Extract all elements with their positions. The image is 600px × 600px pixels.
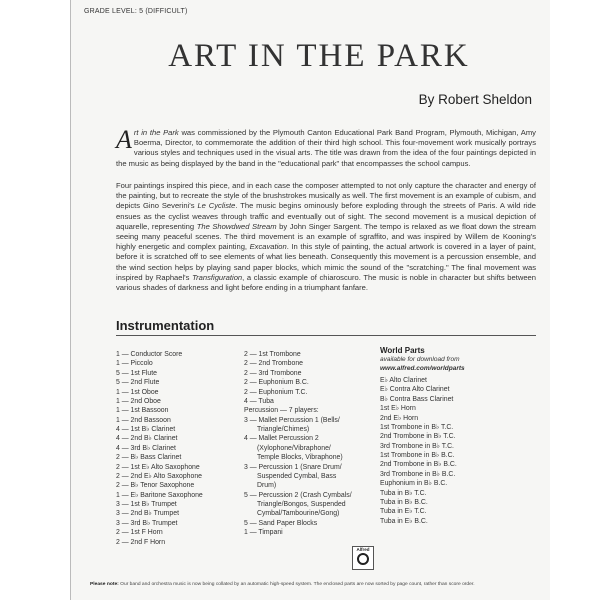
grade-level: GRADE LEVEL: 5 (DIFFICULT) [84,8,188,15]
list-item: 2 — 3rd Trombone [244,369,302,377]
list-item: 2nd Trombone in B♭ T.C. [380,433,456,441]
list-item: 1 — E♭ Baritone Saxophone [116,491,203,499]
para2-text-c: by John Singer Sargent. The tempo is relaxed as we float down the stream seeing many peaceful scenes. The third movement is an example of sgraffito, and was inspired by Willem de Kooning's highly energetic and complex painting, [116,221,537,252]
instrumentation-heading: Instrumentation [116,318,215,333]
list-item: 3 — 2nd B♭ Trumpet [116,510,179,518]
page-title: ART IN THE PARK [168,38,470,74]
list-item: 5 — Sand Paper Blocks [244,519,318,527]
list-item: 2 — 1st F Horn [116,529,163,537]
list-item: 2nd Trombone in B♭ B.C. [380,461,457,469]
piece-title-italic: rt in the Park [133,128,179,137]
footer-label: Please note: [90,582,119,587]
list-item: Euphonium in B♭ B.C. [380,480,448,488]
list-item: 4 — Tuba [244,397,274,405]
world-parts-title: World Parts [380,346,425,355]
para2-text-d: . In this style of painting, the actual artwork is covered in a layer of paint, before it is scratched off to see elements of what lies beneath. Consequently this movement is a percussion ensemble, and the wind section helps by playing sand paper blocks, which mimic the sound of the "scratching." The final movement was inspired by Raphael's [116,242,536,282]
list-item: 2 — 2nd F Horn [116,538,166,546]
list-item: Drum) [257,482,277,490]
list-item: 3rd Trombone in B♭ T.C. [380,442,454,450]
author-line: By Robert Sheldon [418,92,532,107]
list-item: 1 — Conductor Score [116,351,183,358]
list-item: 1 — 1st Oboe [116,388,159,396]
list-item: 4 — 3rd B♭ Clarinet [116,444,176,452]
list-item: 4 — 2nd B♭ Clarinet [116,435,178,443]
list-item: Tuba in B♭ B.C. [380,498,428,506]
list-item: (Xylophone/Vibraphone/ [257,444,331,452]
list-item: Tuba in B♭ T.C. [380,489,427,497]
list-item: 5 — 2nd Flute [116,379,160,387]
list-item: 1 — Timpani [244,529,283,537]
para2-text-e: , a classic example of chiaroscuro. The music is noble in character but shifts between various shades of darkness and light before ending in a triumphant fanfare. [116,272,536,293]
painting-title-4: Transfiguration [192,272,243,282]
list-item: 1st E♭ Horn [380,405,416,413]
list-item: 4 — 1st B♭ Clarinet [116,426,176,433]
list-item: Cymbal/Tambourine/Gong) [257,510,340,518]
list-item: 2 — B♭ Tenor Saxophone [116,482,195,490]
list-item: Tuba in E♭ T.C. [380,508,427,516]
list-item: 2 — 1st Trombone [244,351,301,358]
list-item: Suspended Cymbal, Bass [257,472,337,480]
list-item: 3 — 1st B♭ Trumpet [116,501,177,508]
list-item: 2nd E♭ Horn [380,414,419,422]
footer-note [90,582,530,587]
list-item: 2 — Euphonium T.C. [244,388,308,396]
footer-text: Our band and orchestra music is now being collated by an automatic high-speed system. The enclosed parts are now sorted by page count, rather than score order. [118,582,475,587]
world-parts-subtitle: available for download from [380,356,460,363]
section-divider [116,335,536,336]
list-item: 5 — Percussion 2 (Crash Cymbals/ [244,491,352,499]
world-parts-link[interactable]: www.alfred.com/worldparts [380,364,465,372]
list-item: B♭ Contra Bass Clarinet [380,395,454,403]
intro-paragraph-2 [116,181,536,293]
list-item: Percussion — 7 players: [244,407,319,415]
list-item: 1st Trombone in B♭ B.C. [380,452,455,459]
intro-paragraph-1 [116,125,536,169]
list-item: E♭ Contra Alto Clarinet [380,386,450,394]
intro-text-1: was commissioned by the Plymouth Canton Educational Park Band Program, Plymouth, Michigan, Amy Boerma, Director, to commemorate the addition of their third high school. This four-movement work musically portrays various styles and techniques used in the visual arts. The title was drawn from the idea of the four paintings depicted in the music as being displayed by the band in the "educational park" that encompasses the school campus. [116,128,536,168]
list-item: 2 — 2nd Trombone [244,360,303,368]
list-item: 5 — 1st Flute [116,369,157,377]
list-item: Triangle/Bongos, Suspended [257,501,346,508]
drop-cap: A [116,125,132,154]
list-item: 1st Trombone in B♭ T.C. [380,423,454,431]
page-edge [70,0,71,600]
para2-text-b: . The music begins ominously before exploding through the streets of Paris. A wild ride ensues as the cyclist weaves through traffic and eventually out of sight. The second movement is a musical depiction of aquarelle, representing [116,201,536,231]
list-item: 1 — 2nd Bassoon [116,416,171,424]
list-item: Triangle/Chimes) [257,426,310,433]
list-item: 3rd Trombone in B♭ B.C. [380,470,456,478]
list-item: 2 — 1st E♭ Alto Saxophone [116,463,200,471]
alfred-logo-icon [357,553,369,565]
world-parts-block [380,346,530,526]
instrument-list-woodwinds [116,350,240,547]
list-item: 1 — 2nd Oboe [116,397,161,405]
list-item: 1 — Piccolo [116,360,153,368]
logo-label: Alfred [356,547,370,552]
list-item: 2 — 2nd E♭ Alto Saxophone [116,472,202,480]
list-item: 1 — 1st Bassoon [116,407,169,415]
painting-title-1: Le Cycliste [197,201,236,211]
painting-title-3: Excavation [249,242,287,252]
list-item: 2 — Euphonium B.C. [244,379,309,387]
list-item: 2 — B♭ Bass Clarinet [116,454,182,462]
list-item: 3 — Percussion 1 (Snare Drum/ [244,463,342,471]
para2-text-a: Four paintings inspired this piece, and in each case the composer attempted to not only capture the character and energy of the painting, but to recreate the style of the brushstrokes musically as well. The first movement is an example of cubism, and depicts Gino Severini's [116,181,536,211]
painting-title-2: The Showdwed Stream [196,221,277,231]
instrument-list-brass-percussion [244,350,372,538]
list-item: 3 — Mallet Percussion 1 (Bells/ [244,416,340,424]
list-item: Tuba in E♭ B.C. [380,517,428,525]
list-item: 3 — 3rd B♭ Trumpet [116,519,178,527]
list-item: 4 — Mallet Percussion 2 [244,435,319,443]
list-item: E♭ Alto Clarinet [380,377,427,384]
alfred-logo [352,546,374,570]
list-item: Temple Blocks, Vibraphone) [257,454,343,462]
